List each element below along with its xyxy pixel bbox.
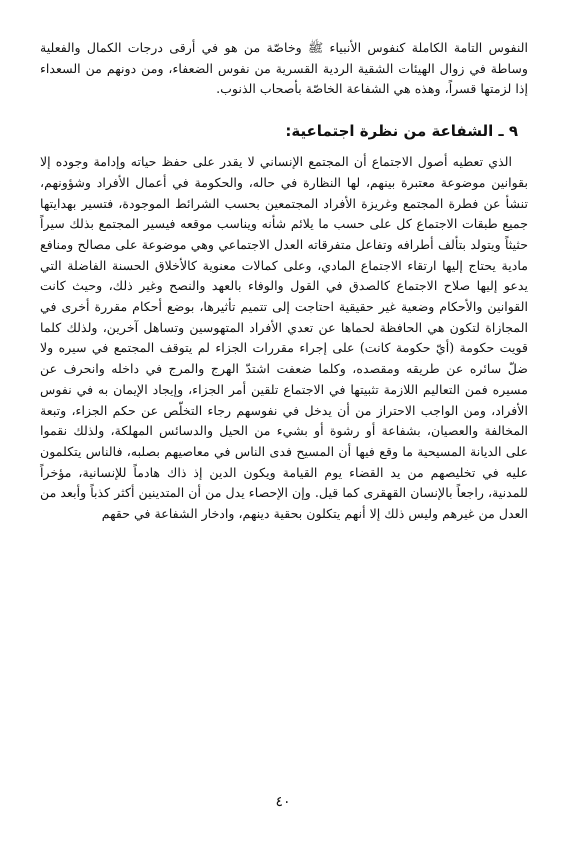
body-paragraph: الذي تعطيه أصول الاجتماع أن المجتمع الإنساني لا يقدر على حفظ حياته وإدامة وجوده إلا بقوانين موضوعة معتبرة بينهم، لها النظارة في حاله، والحكومة في أعمال الأفراد وشؤونهم، تنشأ عن فطرة المجتمع وغريزة الأفراد المجتمعين بحسب الشرائط الموجودة، فتسير بهدايتها جميع طبقات الاجتماع كل على حسب ما يلائم شأنه ويناسب موقعه فيسير المجتمع بذلك سيراً حثيثاً ويتولد بتألف أطرافه وتفاعل متفرقاته العدل الاجتماعي وهي موضوعة على مصالح ومنافع مادية يحتاج إليها ارتقاء الاجتماع المادي، وعلى كمالات معنوية كالأخلاق الحسنة الفاضلة التي يدعو إليها صلاح الاجتماع كالصدق في القول والوفاء بالعهد والنصح وغير ذلك، وحيث كانت القوانين والأحكام وضعية غير حقيقية احتاجت إلى تتميم تأثيرها، بوضع أحكام مقررة أخرى في المجازاة لتكون هي الحافظة لحماها عن تعدي الأفراد المتهوسين وتساهل آخرين، ولذلك كلما قويت حكومة (أيّ حكومة كانت) على إجراء مقررات الجزاء لم يتوقف المجتمع في سيره ولا ضلّ سائره عن طريقه ومقصده، وكلما ضعفت اشتدّ الهرج والمرج في داخله وانحرف عن مسيره فمن التعاليم اللازمة تثبيتها في الاجتماع تلقين أمر الجزاء، وإيجاد الإيمان به في نفوس الأفراد، ومن الواجب الاحتراز من أن يدخل في نفوسهم رجاء التخلّص عن حكم الجزاء، وتبعة المخالفة والعصيان، بشفاعة أو رشوة أو بشيء من الحيل والدسائس المهلكة، ولذلك نقموا على الديانة المسيحية ما وقع فيها أن المسيح فدى الناس في معاصيهم بصلبه، فالناس يتكلمون عليه في تخليصهم من يد القضاء يوم القيامة ويكون الدين إذ ذاك هادماً للإنسانية، مؤخراً للمدنية، راجعاً بالإنسان القهقرى كما قيل. وإن الإحصاء يدل من أن المتدينين أكثر كذباً وأبعد من العدل من غيرهم وليس ذلك إلا أنهم يتكلون بحقية دينهم، وادخار الشفاعة في حقهم [40, 154, 528, 522]
page-number: ٤٠ [275, 794, 291, 810]
intro-paragraph: النفوس التامة الكاملة كنفوس الأنبياء ﷺ وخاصّة من هو في أرقى درجات الكمال والفعلية وساطة في زوال الهيئات الشقية الردية القسرية من نفوس الضعفاء، ومن دونهم من السعداء إذا لزمتها قسراً، وهذه هي الشفاعة الخاصّة بأصحاب الذنوب. [40, 40, 528, 97]
section-heading: ٩ ـ الشفاعة من نظرة اجتماعية: [285, 122, 518, 141]
page-content [40, 38, 528, 525]
